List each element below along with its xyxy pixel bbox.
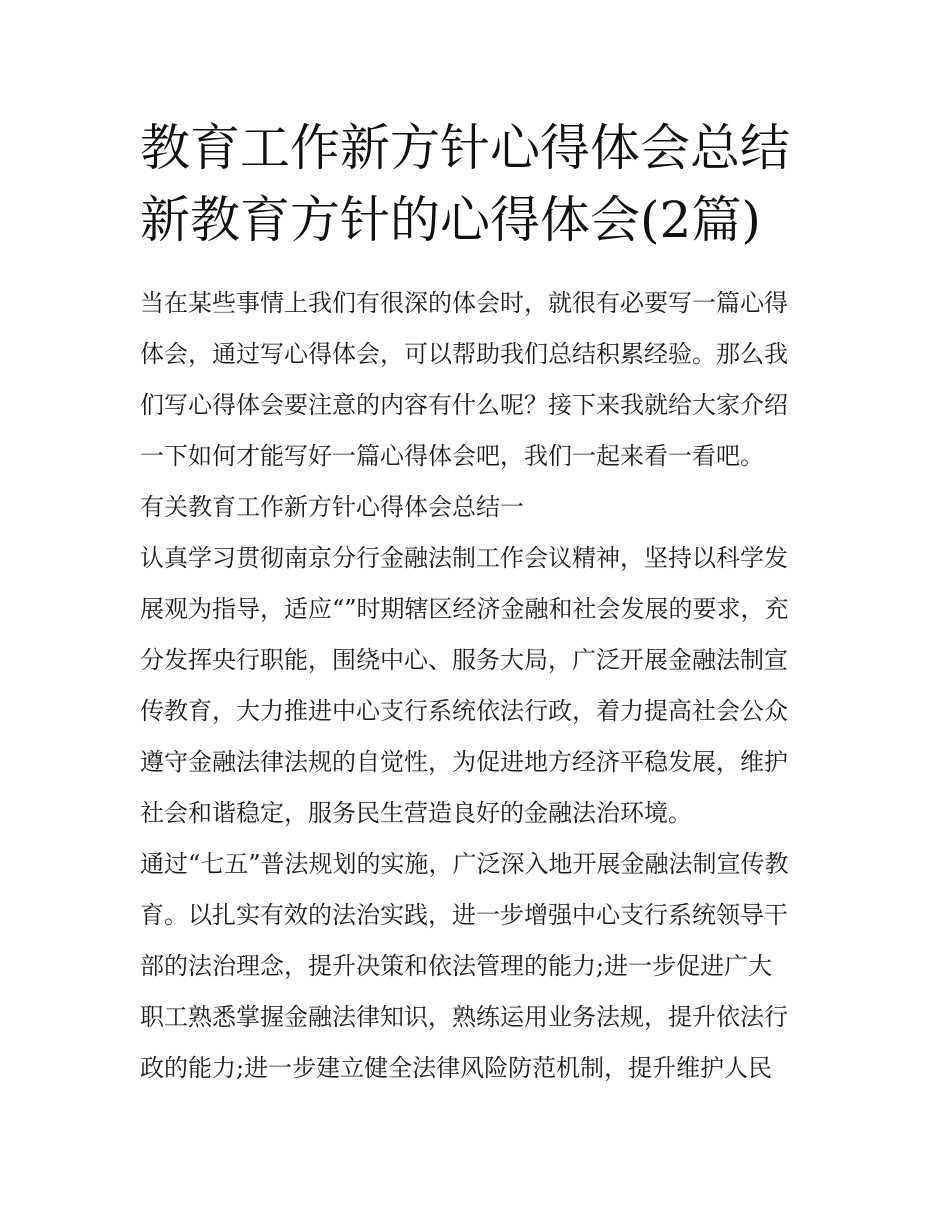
body-line: 传教育，大力推进中心支行系统依法行政，着力提高社会公众 bbox=[140, 697, 788, 725]
body-line: 们写心得体会要注意的内容有什么呢？接下来我就给大家介绍 bbox=[140, 391, 788, 419]
body-line: 社会和谐稳定，服务民生营造良好的金融法治环境。 bbox=[140, 799, 692, 827]
body-line: 体会，通过写心得体会，可以帮助我们总结积累经验。那么我 bbox=[140, 340, 788, 368]
body-line: 通过“七五”普法规划的实施，广泛深入地开展金融法制宣传教 bbox=[140, 850, 789, 878]
body-line: 一下如何才能写好一篇心得体会吧，我们一起来看一看吧。 bbox=[140, 442, 764, 470]
body-line: 职工熟悉掌握金融法律知识，熟练运用业务法规，提升依法行 bbox=[140, 1003, 788, 1031]
body-line: 展观为指导，适应“”时期辖区经济金融和社会发展的要求，充 bbox=[140, 595, 789, 623]
title-line: 新教育方针的心得体会(2篇) bbox=[140, 191, 761, 249]
body-line: 当在某些事情上我们有很深的体会时，就很有必要写一篇心得 bbox=[140, 289, 788, 317]
body-line: 遵守金融法律法规的自觉性，为促进地方经济平稳发展，维护 bbox=[140, 748, 788, 776]
body-line: 政的能力;进一步建立健全法律风险防范机制，提升维护人民 bbox=[140, 1054, 773, 1082]
section-heading: 有关教育工作新方针心得体会总结一 bbox=[140, 493, 524, 521]
body-line: 育。以扎实有效的法治实践，进一步增强中心支行系统领导干 bbox=[140, 901, 788, 929]
title-line: 教育工作新方针心得体会总结 bbox=[140, 119, 790, 177]
body-line: 认真学习贯彻南京分行金融法制工作会议精神，坚持以科学发 bbox=[140, 544, 788, 572]
body-line: 分发挥央行职能，围绕中心、服务大局，广泛开展金融法制宣 bbox=[140, 646, 788, 674]
document-body bbox=[140, 278, 820, 1094]
body-line: 部的法治理念，提升决策和依法管理的能力;进一步促进广大 bbox=[140, 952, 773, 980]
document-title bbox=[140, 112, 840, 256]
